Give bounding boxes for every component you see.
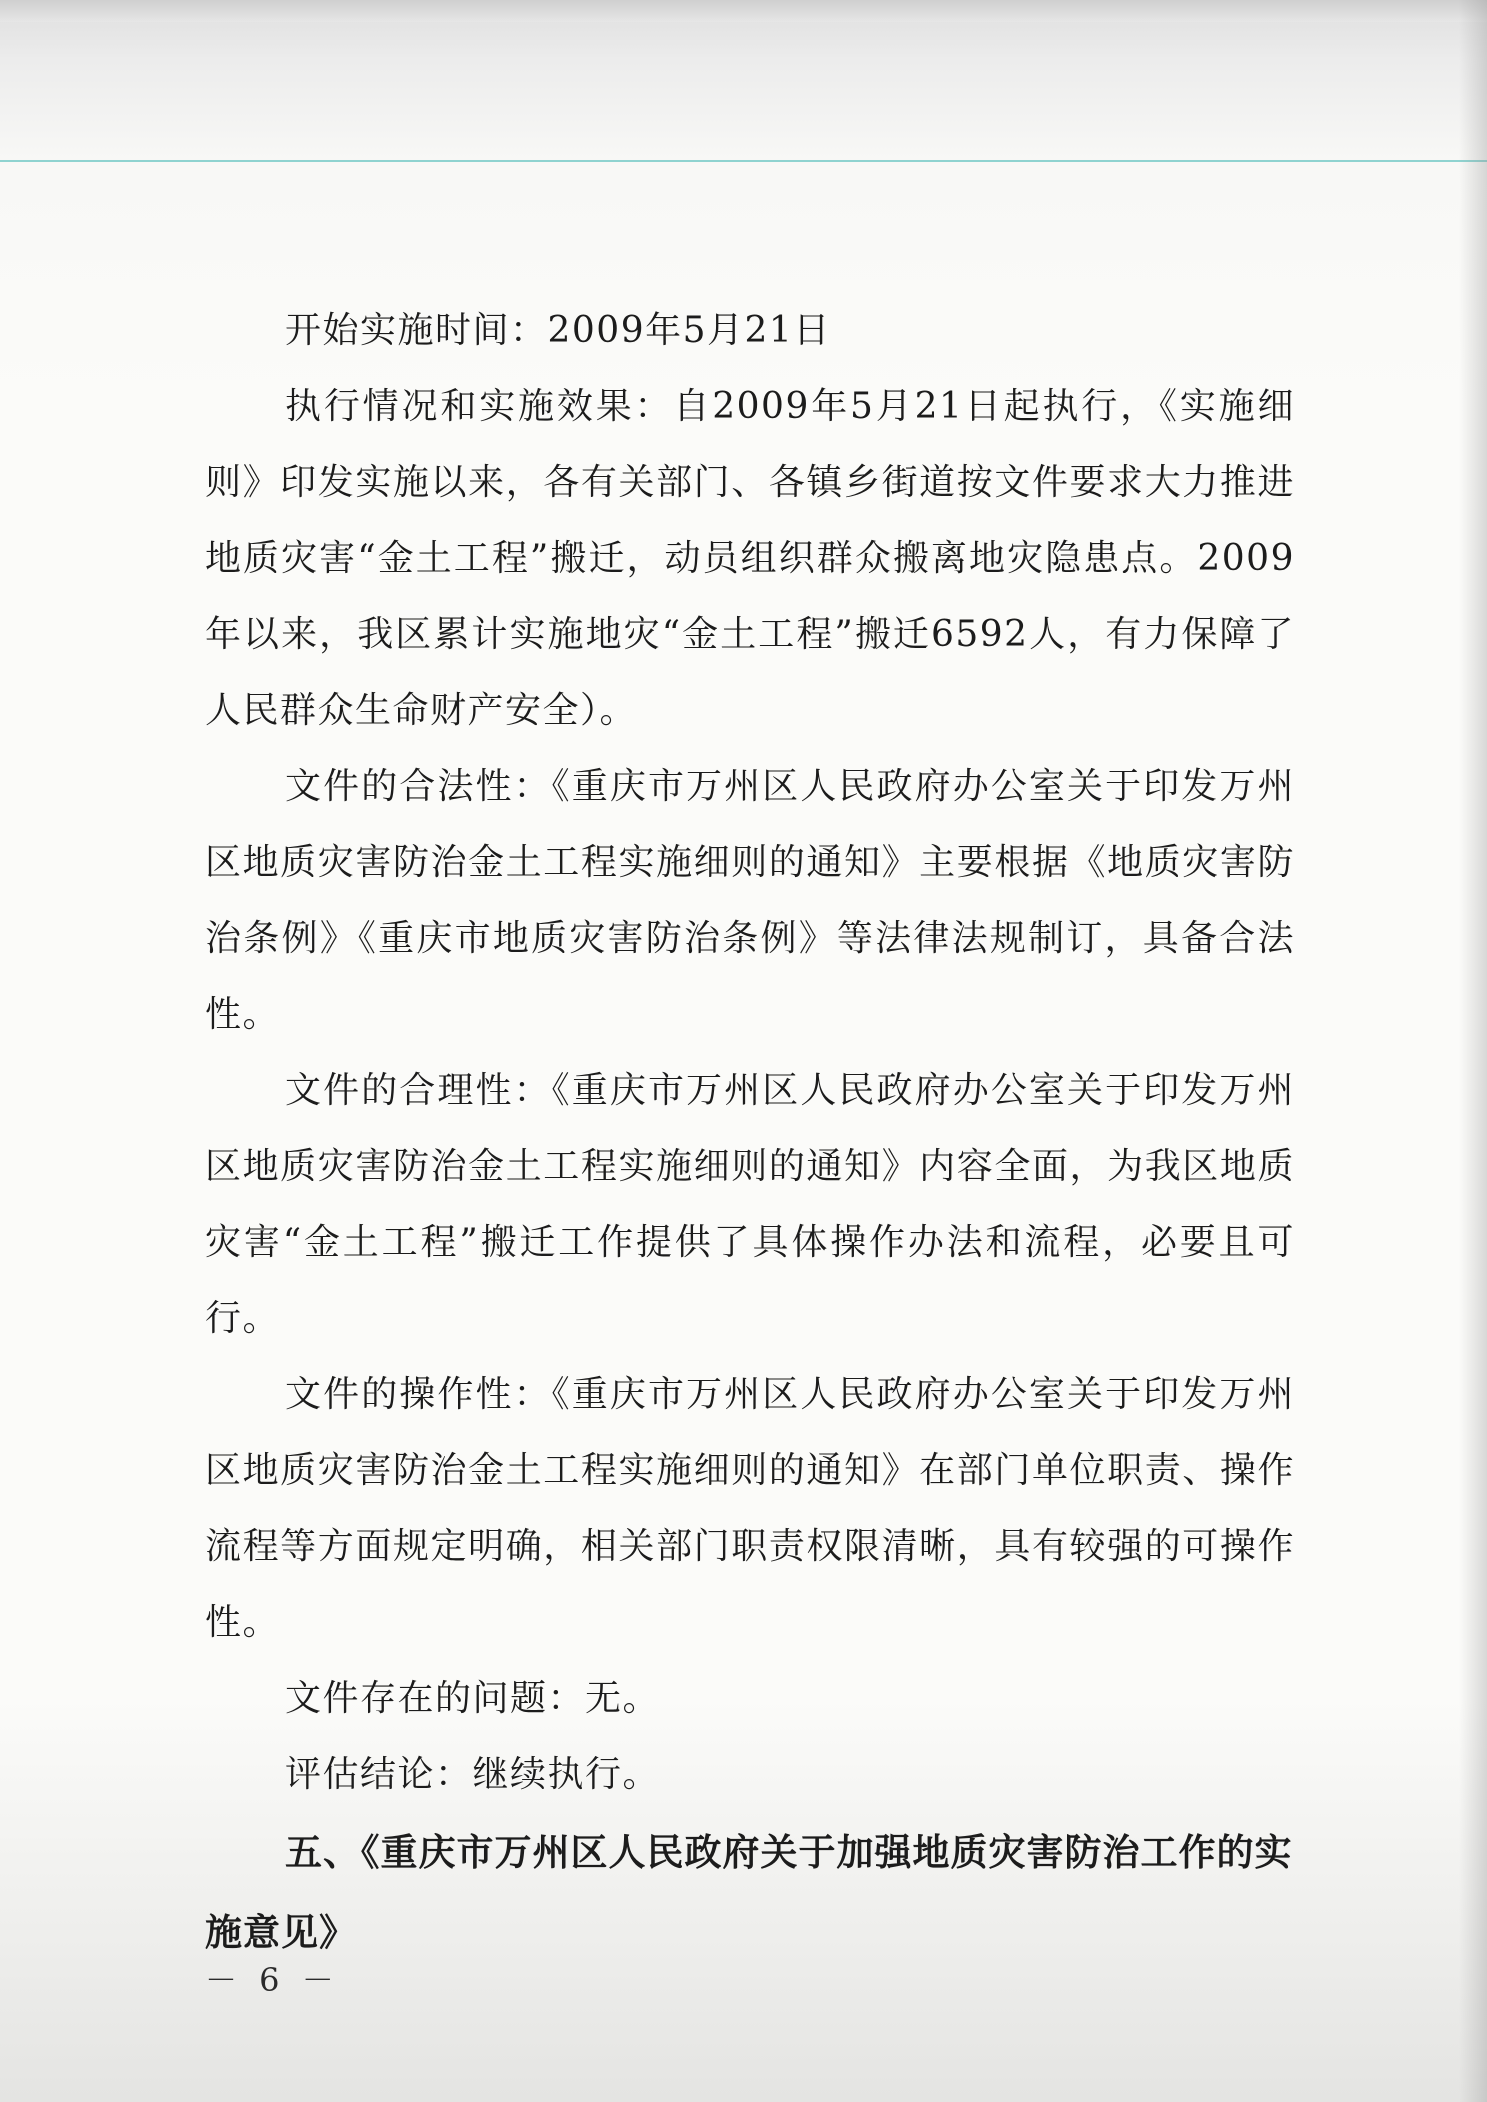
paragraph-problems: 文件存在的问题：无。 [285, 1678, 661, 1719]
paragraph-start-date: 开始实施时间：2009年5月21日 [285, 310, 831, 351]
paragraph-legality: 文件的合法性：《重庆市万州区人民政府办公室关于印发万州区地质灾害防治金土工程实施细则的通知》主要根据《地质灾害防治条例》《重庆市地质灾害防治条例》等法律法规制订，具备合法性。 [205, 766, 1295, 1035]
scan-top-edge [0, 0, 1487, 22]
page-number: － 6 － [205, 1961, 340, 1999]
paragraph-operability: 文件的操作性：《重庆市万州区人民政府办公室关于印发万州区地质灾害防治金土工程实施细则的通知》在部门单位职责、操作流程等方面规定明确，相关部门职责权限清晰，具有较强的可操作性。 [205, 1374, 1295, 1643]
section-heading: 五、《重庆市万州区人民政府关于加强地质灾害防治工作的实施意见》 [205, 1831, 1293, 1954]
header-rule-line [0, 160, 1487, 162]
document-body [205, 293, 1295, 1973]
paragraph-execution-effect: 执行情况和实施效果：自2009年5月21日起执行，《实施细则》印发实施以来，各有关部门、各镇乡街道按文件要求大力推进地质灾害“金土工程”搬迁，动员组织群众搬离地灾隐患点。2009年以来，我区累计实施地灾“金土工程”搬迁6592人，有力保障了人民群众生命财产安全）。 [205, 386, 1295, 731]
paragraph-conclusion: 评估结论：继续执行。 [285, 1754, 661, 1795]
scan-right-edge [1459, 0, 1487, 2102]
paragraph-rationality: 文件的合理性：《重庆市万州区人民政府办公室关于印发万州区地质灾害防治金土工程实施细则的通知》内容全面，为我区地质灾害“金土工程”搬迁工作提供了具体操作办法和流程，必要且可行。 [205, 1070, 1295, 1339]
